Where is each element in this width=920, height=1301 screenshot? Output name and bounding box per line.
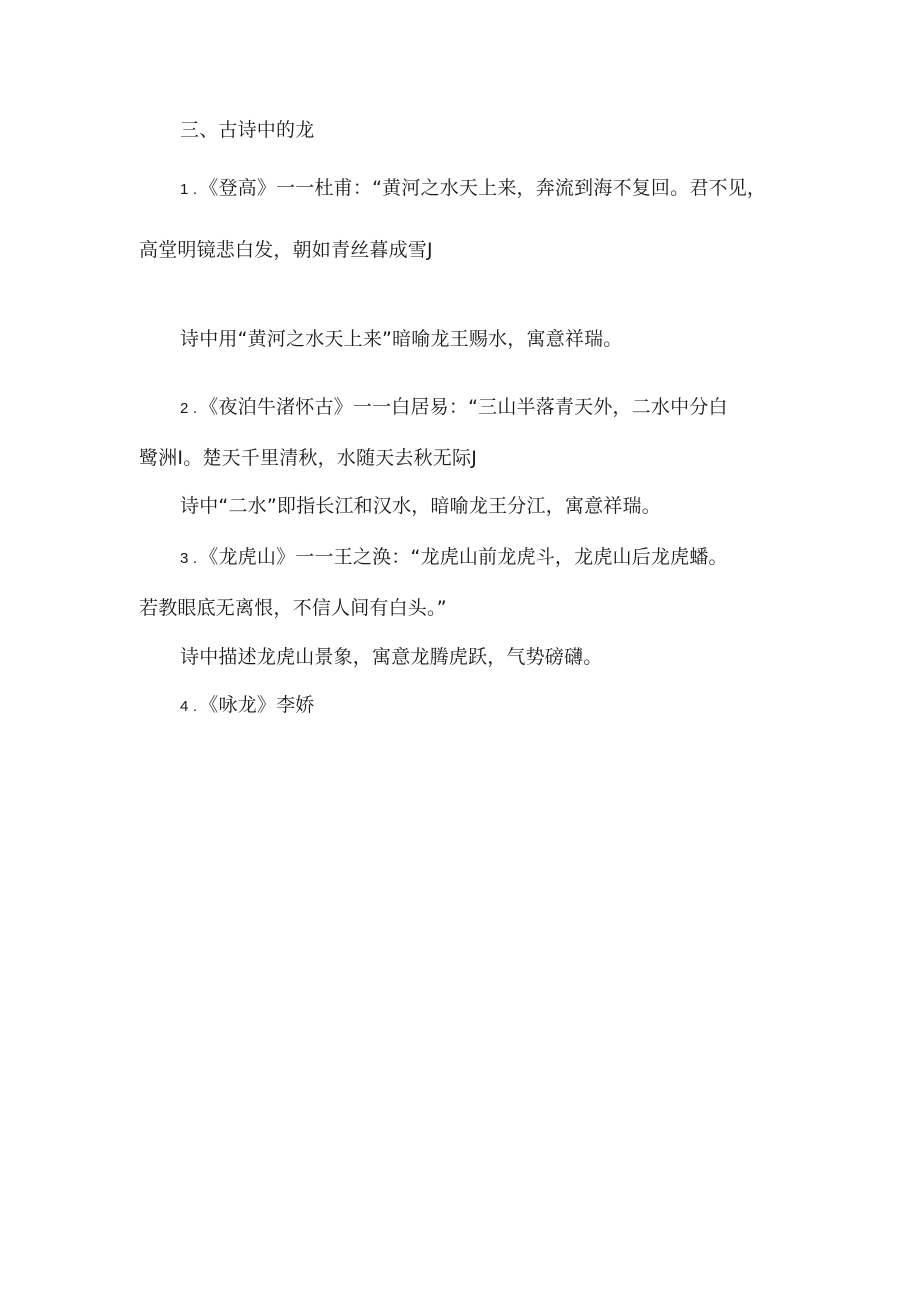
list-item-1-line2: 高堂明镜悲白发，朝如青丝暮成雪J <box>139 239 433 261</box>
list-item-number: 3 . <box>180 550 198 567</box>
list-item-1-note: 诗中用“黄河之水天上来”暗喻龙王赐水，寓意祥瑞。 <box>180 328 623 350</box>
list-item-text: 《龙虎山》一一王之涣：“龙虎山前龙虎斗，龙虎山后龙虎蟠。 <box>199 546 728 568</box>
list-item-number: 1 . <box>180 181 198 198</box>
list-item-3-line2: 若教眼底无离恨，不信人间有白头。” <box>139 597 447 619</box>
section-heading: 三、古诗中的龙 <box>180 119 315 141</box>
list-item-3-note: 诗中描述龙虎山景象，寓意龙腾虎跃，气势磅礴。 <box>180 646 603 668</box>
list-item-text: 《登高》一一杜甫：“黄河之水天上来，奔流到海不复回。君不见， <box>199 177 767 199</box>
list-item-2-note: 诗中“二水”即指长江和汉水，暗喻龙王分江，寓意祥瑞。 <box>180 495 661 517</box>
list-item-text: 《夜泊牛渚怀古》一一白居易：“三山半落青天外，二水中分白 <box>199 396 728 418</box>
list-item-2-line2: 鹭洲I。楚天千里清秋，水随天去秋无际J <box>139 447 478 469</box>
list-item-1-line1 <box>180 179 766 198</box>
list-item-number: 2 . <box>180 400 198 417</box>
list-item-3-line1 <box>180 548 728 567</box>
list-item-4-line1 <box>180 696 314 715</box>
list-item-text: 《咏龙》李娇 <box>199 694 315 716</box>
list-item-number: 4 . <box>180 698 198 715</box>
list-item-2-line1 <box>180 398 728 417</box>
